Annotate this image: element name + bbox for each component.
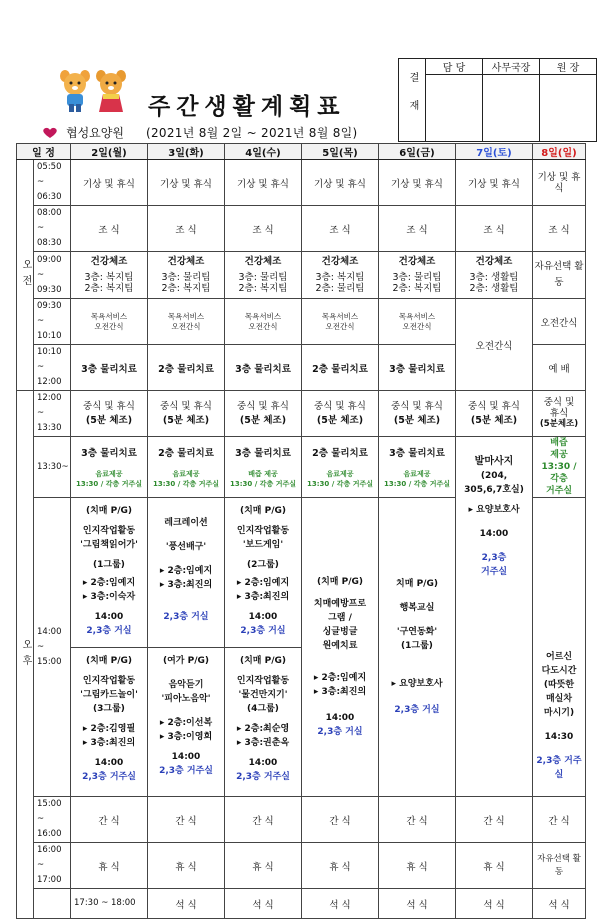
page-title: 주간생활계획표 [148, 94, 346, 120]
program-line: (치매 P/G) [316, 577, 364, 587]
program-line: ▸ 요양보호사 [468, 505, 520, 515]
program-line: 인지작업활동 [82, 676, 136, 686]
drink-line: 음료제공 [403, 470, 431, 478]
wake-cell: 기상 및 휴식 [456, 160, 533, 206]
rest-cell: 휴 식 [148, 843, 225, 889]
program-line: 거주실 [480, 567, 508, 577]
lunch-cell [456, 391, 533, 437]
therapy-cell: 3층 물리치료 [225, 345, 302, 391]
program-line: 발마사지 [474, 456, 514, 467]
bath-line: 오전간식 [94, 321, 124, 331]
snack-cell: 간 식 [302, 797, 379, 843]
sun-snack-cell: 오전간식 [533, 299, 586, 345]
program-staff [160, 564, 212, 592]
therapy-cell: 2층 물리치료 [148, 345, 225, 391]
program-top [71, 498, 147, 648]
drink-line: 거주실 [545, 486, 573, 496]
program-line: ▸ 2층:임예지 [236, 578, 290, 588]
program-line: ▸ 3층:권춘옥 [236, 738, 290, 748]
program-bottom [148, 648, 224, 796]
program-line: 치매 P/G) [396, 579, 438, 589]
program-line: 14:00 [171, 752, 201, 762]
program-staff [237, 722, 289, 750]
dinner-cell: 석 식 [302, 889, 379, 919]
rest-cell: 휴 식 [379, 843, 456, 889]
bath-cell [71, 299, 148, 345]
lunch-line: 휴식 [549, 408, 569, 419]
time-cell: 09:00 ~ 09:30 [34, 252, 71, 299]
program-line: ▸ 3층:최진의 [313, 687, 367, 697]
therapy-cell: 3층 물리치료 [379, 345, 456, 391]
exercise-line: 3층: 물리팀 [392, 272, 442, 283]
drink-line: 음료제공 [326, 470, 354, 478]
sun-drink-cell [533, 437, 586, 498]
breakfast-cell: 조 식 [71, 206, 148, 252]
program-line: 싱글벙글 [322, 627, 358, 637]
program-line: 어르신 [545, 652, 573, 662]
rest-cell: 휴 식 [456, 843, 533, 889]
program-line: '그림카드놀이' [80, 690, 138, 700]
program-line: 2,3층 [481, 553, 507, 563]
dinner-cell: 석 식 [533, 889, 586, 919]
program-line: (204, [480, 471, 508, 481]
program-staff [314, 671, 366, 699]
bath-line: 목욕서비스 [398, 311, 436, 321]
dinner-cell: 석 식 [379, 889, 456, 919]
lunch-cell [302, 391, 379, 437]
lunch-line: (5분 체조) [316, 415, 364, 426]
program-line: ▸ 2층:최순영 [236, 724, 290, 734]
program-line: 2,3층 거실 [317, 727, 363, 737]
time-cell: 16:00 ~ 17:00 [34, 843, 71, 889]
bath-cell [225, 299, 302, 345]
bath-line: 오전간식 [402, 321, 432, 331]
program-line: (여가 P/G) [162, 656, 210, 666]
program-line: ▸ 3층:최진의 [82, 738, 136, 748]
program-line: (치매 P/G) [239, 506, 287, 516]
snack-cell: 간 식 [148, 797, 225, 843]
snack-cell: 간 식 [456, 797, 533, 843]
drink-line: 13:30 / 각층 거주실 [153, 480, 219, 488]
time-cell: 13:30~ [34, 437, 71, 498]
exercise-cell [71, 252, 148, 299]
therapy-line: 2층 물리치료 [158, 448, 214, 459]
time-cell: 14:00 ~ 15:00 [34, 498, 71, 797]
rest-cell: 휴 식 [225, 843, 302, 889]
lunch-line: 중식 및 휴식 [314, 401, 366, 412]
time-cell: 15:00 ~ 16:00 [34, 797, 71, 843]
sun-worship-cell: 예 배 [533, 345, 586, 391]
therapy-cell: 2층 물리치료 [302, 345, 379, 391]
program-line: 14:00 [248, 612, 278, 622]
day-header: 6일(금) [379, 144, 456, 160]
pm-therapy-cell [379, 437, 456, 498]
program-line: ▸ 3층:이영희 [159, 732, 213, 742]
program-line: 2,3층 거실 [240, 626, 286, 636]
program-line: (1그룹) [401, 641, 433, 651]
time-cell: 08:00 ~ 08:30 [34, 206, 71, 252]
program-line: 인지작업활동 [82, 526, 136, 536]
bath-line: 오전간식 [171, 321, 201, 331]
bath-cell [148, 299, 225, 345]
program-line: (치매 P/G) [85, 656, 133, 666]
bath-cell [379, 299, 456, 345]
exercise-line: 2층: 복지팀 [238, 283, 288, 294]
day-header: 5일(목) [302, 144, 379, 160]
exercise-title: 건강체조 [167, 256, 205, 267]
exercise-cell [456, 252, 533, 299]
exercise-line: 2층: 복지팀 [84, 283, 134, 294]
day-header: 3일(화) [148, 144, 225, 160]
drink-line: 제공 [550, 450, 568, 460]
blank-label [34, 889, 71, 919]
program-cell-tue [148, 498, 225, 797]
bath-cell [302, 299, 379, 345]
therapy-line: 3층 물리치료 [235, 448, 291, 459]
wake-cell: 기상 및 휴식 [71, 160, 148, 206]
exercise-title: 건강체조 [321, 256, 359, 267]
wake-cell: 기상 및 휴식 [533, 160, 586, 206]
program-line: 다도시간 [541, 666, 577, 676]
wake-cell: 기상 및 휴식 [148, 160, 225, 206]
exercise-cell [302, 252, 379, 299]
program-line: ▸ 2층:임예지 [159, 566, 213, 576]
program-line: ▸ 3층:이숙자 [82, 592, 136, 602]
exercise-line: 2층: 복지팀 [161, 283, 211, 294]
bath-line: 목욕서비스 [167, 311, 205, 321]
table-row [17, 391, 586, 437]
therapy-line: 2층 물리치료 [312, 448, 368, 459]
col-header: 일 정 [17, 144, 71, 160]
header [0, 0, 600, 140]
program-top [148, 498, 224, 648]
lunch-line: 중식 및 [543, 397, 575, 408]
table-row [17, 299, 586, 345]
sun-lunch-cell [533, 391, 586, 437]
therapy-line: 3층 물리치료 [81, 448, 137, 459]
drink-line: 배즙 제공 [248, 470, 278, 478]
table-row [17, 252, 586, 299]
mascot-girl-icon [94, 68, 128, 114]
breakfast-cell: 조 식 [456, 206, 533, 252]
sat-tea-cell [533, 498, 586, 797]
drink-line: 각층 [550, 474, 568, 484]
day-header: 4일(수) [225, 144, 302, 160]
program-staff [83, 722, 135, 750]
lunch-line: 중식 및 휴식 [391, 401, 443, 412]
program-line: 14:00 [479, 529, 509, 539]
subtitle [42, 124, 358, 141]
snack-cell: 간 식 [533, 797, 586, 843]
exercise-line: 3층: 물리팀 [161, 272, 211, 283]
therapy-line: 3층 물리치료 [389, 448, 445, 459]
program-staff [160, 716, 212, 744]
program-line: '피아노음악' [161, 694, 211, 704]
drink-line: 13:30 / 각층 거주실 [76, 480, 142, 488]
exercise-title: 건강체조 [244, 256, 282, 267]
am-label: 오전 [17, 160, 34, 391]
program-line: 음악듣기 [168, 680, 204, 690]
program-line: 마시기) [543, 708, 575, 718]
program-line: 2,3층 거주실 [536, 756, 582, 780]
wake-cell: 기상 및 휴식 [302, 160, 379, 206]
program-line: (2그룹) [247, 560, 279, 570]
table-row [17, 797, 586, 843]
program-line: (1그룹) [93, 560, 125, 570]
approval-role: 사무국장 [483, 59, 540, 75]
program-line: (4그룹) [247, 704, 279, 714]
program-line: (치매 P/G) [239, 656, 287, 666]
drink-line: 음료제공 [172, 470, 200, 478]
approval-sign-cell [483, 75, 540, 142]
time-cell: 09:30 ~ 10:10 [34, 299, 71, 345]
program-line: ▸ 3층:최진의 [159, 580, 213, 590]
approval-sign-cell [426, 75, 483, 142]
drink-line: 13:30 / 각층 거주실 [230, 480, 296, 488]
program-line: '물건만지기' [238, 690, 288, 700]
table-row [17, 843, 586, 889]
exercise-cell [148, 252, 225, 299]
lunch-cell [225, 391, 302, 437]
program-line: 14:00 [94, 612, 124, 622]
drink-line: 음료제공 [95, 470, 123, 478]
program-line: ▸ 2층:임예지 [313, 673, 367, 683]
day-header: 2일(월) [71, 144, 148, 160]
program-staff [237, 576, 289, 604]
mascot-boy-icon [58, 68, 92, 114]
program-top [225, 498, 301, 648]
approval-role: 원 장 [540, 59, 597, 75]
therapy-cell: 3층 물리치료 [71, 345, 148, 391]
breakfast-cell: 조 식 [379, 206, 456, 252]
bath-line: 목욕서비스 [244, 311, 282, 321]
exercise-title: 건강체조 [398, 256, 436, 267]
pm-therapy-cell [302, 437, 379, 498]
lunch-line: 중식 및 휴식 [160, 401, 212, 412]
snack-cell: 간 식 [379, 797, 456, 843]
rest-cell: 휴 식 [71, 843, 148, 889]
pm-label: 오후 [17, 391, 34, 919]
program-line: (3그룹) [93, 704, 125, 714]
schedule-table [16, 143, 586, 919]
sat-massage-cell [456, 437, 533, 797]
program-line: 14:30 [544, 732, 574, 742]
program-cell-thu [302, 498, 379, 797]
lunch-line: (5분체조) [539, 419, 579, 429]
lunch-line: 중식 및 휴식 [468, 401, 520, 412]
dinner-cell: 석 식 [225, 889, 302, 919]
sun-free-cell: 자유선택 활동 [533, 252, 586, 299]
program-cell-wed [225, 498, 302, 797]
drink-line: 13:30 / 각층 거주실 [384, 480, 450, 488]
program-line: ▸ 3층:최진의 [236, 592, 290, 602]
pm-therapy-cell [148, 437, 225, 498]
exercise-line: 3층: 물리팀 [238, 272, 288, 283]
program-cell-fri [379, 498, 456, 797]
table-row [17, 437, 586, 498]
time-cell: 12:00 ~ 13:30 [34, 391, 71, 437]
wake-cell: 기상 및 휴식 [225, 160, 302, 206]
program-line: (따뜻한 [543, 680, 575, 690]
program-bottom [225, 648, 301, 796]
exercise-line: 3층: 복지팀 [315, 272, 365, 283]
lunch-cell [379, 391, 456, 437]
approval-sign-cell [540, 75, 597, 142]
breakfast-cell: 조 식 [302, 206, 379, 252]
day-header: 8일(일) [533, 144, 586, 160]
program-line: 치매예방프로 [313, 599, 367, 609]
drink-line: 13:30 / 각층 거주실 [307, 480, 373, 488]
program-line: 레크레이션 [164, 518, 208, 528]
bath-line: 목욕서비스 [90, 311, 128, 321]
program-bottom [71, 648, 147, 796]
program-line: 14:00 [94, 758, 124, 768]
program-staff [83, 576, 135, 604]
program-line: 원예치료 [322, 641, 358, 651]
program-line: 그램 / [328, 613, 352, 623]
lunch-line: (5분 체조) [85, 415, 133, 426]
exercise-line: 2층: 생활팀 [469, 283, 519, 294]
program-line: '그림책읽어가' [80, 540, 138, 550]
bath-line: 목욕서비스 [321, 311, 359, 321]
exercise-line: 2층: 복지팀 [392, 283, 442, 294]
dinner-cell: 석 식 [148, 889, 225, 919]
dinner-cell: 석 식 [456, 889, 533, 919]
heart-logo-icon [42, 127, 58, 139]
program-cell-mon [71, 498, 148, 797]
wake-cell: 기상 및 휴식 [379, 160, 456, 206]
approval-role: 담 당 [426, 59, 483, 75]
approval-label: 결재 [399, 59, 426, 142]
day-header: 7일(토) [456, 144, 533, 160]
time-cell: 17:30 ~ 18:00 [71, 889, 148, 919]
table-row [17, 889, 586, 919]
exercise-title: 건강체조 [475, 256, 513, 267]
program-line: 305,6,7호실) [464, 485, 524, 495]
program-line: 2,3층 거주실 [159, 766, 213, 776]
exercise-title: 건강체조 [90, 256, 128, 267]
breakfast-cell: 조 식 [225, 206, 302, 252]
time-cell: 10:10 ~ 12:00 [34, 345, 71, 391]
program-line: 행복교실 [399, 603, 435, 613]
breakfast-cell: 조 식 [533, 206, 586, 252]
exercise-line: 3층: 생활팀 [469, 272, 519, 283]
pm-therapy-cell [71, 437, 148, 498]
lunch-line: (5분 체조) [470, 415, 518, 426]
bath-line: 오전간식 [248, 321, 278, 331]
rest-cell: 휴 식 [302, 843, 379, 889]
snack-cell: 간 식 [225, 797, 302, 843]
program-line: ▸ 요양보호사 [391, 679, 443, 689]
lunch-cell [71, 391, 148, 437]
bath-line: 오전간식 [325, 321, 355, 331]
program-line: ▸ 2층:임예지 [82, 578, 136, 588]
exercise-line: 3층: 복지팀 [84, 272, 134, 283]
lunch-line: (5분 체조) [239, 415, 287, 426]
pm-therapy-cell [225, 437, 302, 498]
snack-cell: 간 식 [71, 797, 148, 843]
program-line: ▸ 2층:김영필 [82, 724, 136, 734]
lunch-line: (5분 체조) [162, 415, 210, 426]
exercise-cell [379, 252, 456, 299]
program-line: '풍선배구' [165, 542, 207, 552]
approval-box [398, 58, 597, 142]
exercise-line: 2층: 물리팀 [315, 283, 365, 294]
program-line: 14:00 [248, 758, 278, 768]
lunch-line: 중식 및 휴식 [237, 401, 289, 412]
lunch-line: (5분 체조) [393, 415, 441, 426]
org-name: 협성요양원 [66, 126, 124, 140]
sun-rest-cell: 자유선택 활동 [533, 843, 586, 889]
drink-line: 배즙 [550, 438, 568, 448]
table-row [17, 206, 586, 252]
header-row [17, 144, 586, 160]
sat-snack-cell: 오전간식 [456, 299, 533, 391]
program-line: '구연동화' [396, 627, 438, 637]
program-line: 2,3층 거주실 [82, 772, 136, 782]
breakfast-cell: 조 식 [148, 206, 225, 252]
table-row [17, 160, 586, 206]
program-line: 2,3층 거실 [86, 626, 132, 636]
program-line: 2,3층 거주실 [236, 772, 290, 782]
program-line: 2,3층 거실 [163, 612, 209, 622]
time-cell: 05:50 ~ 06:30 [34, 160, 71, 206]
date-range: (2021년 8월 2일 ~ 2021년 8월 8일) [145, 126, 358, 140]
program-line: (치매 P/G) [85, 506, 133, 516]
program-line: 2,3층 거실 [394, 705, 440, 715]
exercise-cell [225, 252, 302, 299]
program-line: 인지작업활동 [236, 526, 290, 536]
program-line: 14:00 [325, 713, 355, 723]
lunch-line: 중식 및 휴식 [83, 401, 135, 412]
program-line: '보드게임' [242, 540, 284, 550]
lunch-cell [148, 391, 225, 437]
drink-line: 13:30 / [541, 462, 577, 472]
program-line: 매실차 [545, 694, 573, 704]
program-line: 인지작업활동 [236, 676, 290, 686]
program-line: ▸ 2층:이선복 [159, 718, 213, 728]
